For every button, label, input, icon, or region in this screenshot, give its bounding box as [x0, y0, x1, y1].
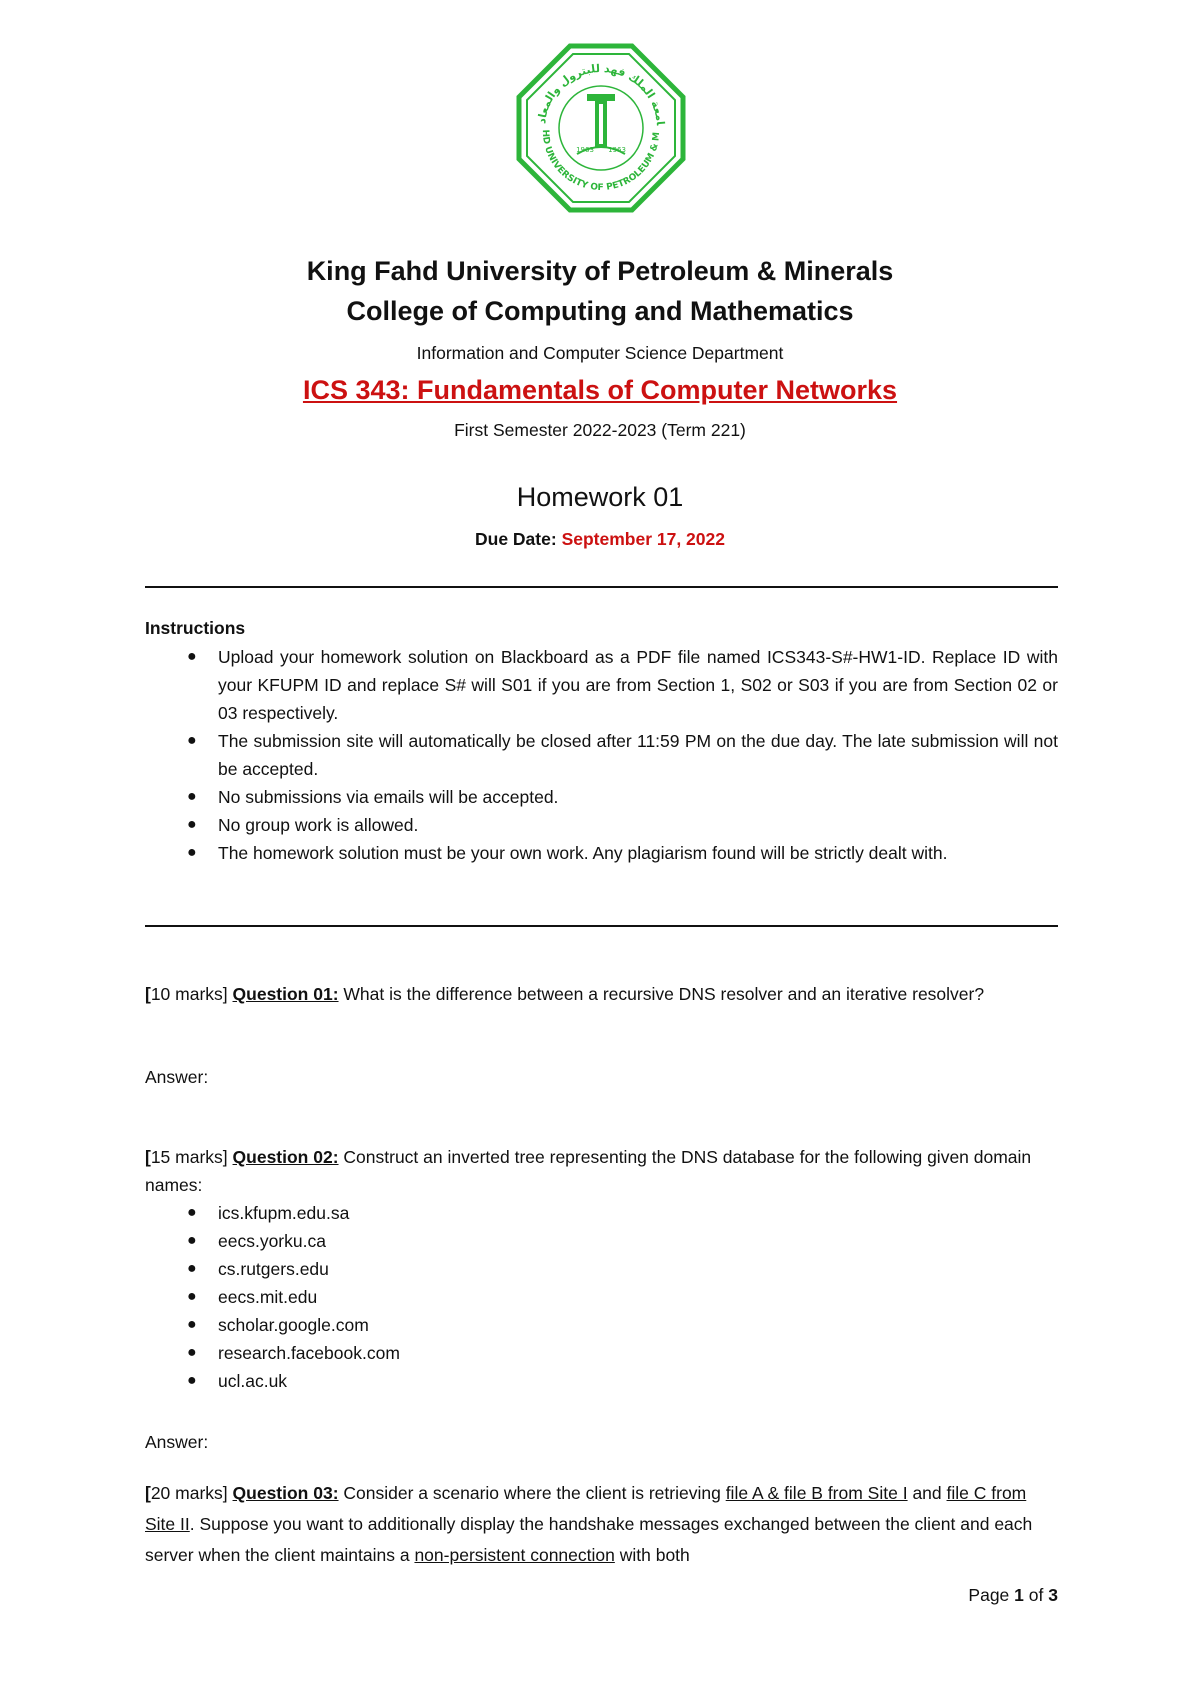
list-item: ● The submission site will automatically be closed after 11:59 PM on the due day. The late submission will not be accepted.: [145, 727, 1058, 783]
domain-list: [145, 1199, 1058, 1395]
svg-text:1963: 1963: [608, 146, 626, 154]
course-title: ICS 343: Fundamentals of Computer Networks: [302, 375, 898, 405]
list-item: ● The homework solution must be your own work. Any plagiarism found will be strictly dealt with.: [145, 839, 1058, 867]
instructions-list: [145, 643, 1058, 867]
bullet-icon: ●: [187, 1372, 197, 1389]
divider-bottom: [145, 925, 1058, 927]
q1-text: What is the difference between a recursive DNS resolver and an iterative resolver?: [343, 984, 985, 1004]
list-item: ● ics.kfupm.edu.sa: [145, 1199, 1058, 1227]
bullet-icon: ●: [187, 1204, 197, 1221]
bullet-icon: ●: [187, 1288, 197, 1305]
q2-answer-label: Answer:: [145, 1432, 209, 1452]
list-item: ● No submissions via emails will be accepted.: [145, 783, 1058, 811]
bullet-icon: ●: [187, 1344, 197, 1361]
q3-file-a-b: file A & file B from Site I: [725, 1483, 908, 1503]
svg-text:جامعة الملك فهد للبترول والمعا: امعة الملك فهد للبترول والمعاد: [535, 61, 667, 126]
university-seal-icon: [515, 42, 687, 214]
question-01: [10 marks] Question 01: What is the difference between a recursive DNS resolver and an iterative resolver?: [145, 984, 985, 1004]
q1-answer-label: Answer:: [145, 1067, 209, 1087]
list-item: ● scholar.google.com: [145, 1311, 1058, 1339]
q3-marks: 20 marks]: [150, 1483, 228, 1503]
due-date-value: September 17, 2022: [561, 529, 725, 549]
university-name: King Fahd University of Petroleum & Minerals: [306, 256, 894, 286]
list-item: ● eecs.yorku.ca: [145, 1227, 1058, 1255]
bullet-icon: ●: [187, 1232, 197, 1249]
svg-text:1963: 1963: [576, 146, 594, 154]
semester-info: First Semester 2022-2023 (Term 221): [454, 420, 746, 440]
bullet-icon: ●: [187, 816, 197, 833]
question-02: [15 marks] Question 02: Construct an inverted tree representing the DNS database for the following given domain names:: [145, 1147, 1032, 1195]
bullet-icon: ●: [187, 1260, 197, 1277]
department-name: Information and Computer Science Department: [416, 343, 784, 363]
college-name: College of Computing and Mathematics: [346, 296, 854, 326]
page-number: Page 1 of 3: [968, 1585, 1058, 1605]
q2-label: Question 02:: [232, 1147, 339, 1167]
list-item: ● eecs.mit.edu: [145, 1283, 1058, 1311]
q3-file-c-text: file C from Site II: [145, 1483, 1027, 1534]
divider-top: [145, 586, 1058, 588]
bullet-icon: ●: [187, 788, 197, 805]
list-item: ● research.facebook.com: [145, 1339, 1058, 1367]
q3-non-persistent: non-persistent connection: [414, 1545, 615, 1565]
svg-text:KING FAHD UNIVERSITY OF PETROL: HD UNIVERSITY OF PETROLEUM & M: [539, 129, 663, 194]
list-item: ● cs.rutgers.edu: [145, 1255, 1058, 1283]
q3-label: Question 03:: [232, 1483, 339, 1503]
q1-marks: 10 marks]: [150, 984, 228, 1004]
bullet-icon: ●: [187, 732, 197, 749]
list-item: ● No group work is allowed.: [145, 811, 1058, 839]
bullet-icon: ●: [187, 844, 197, 861]
due-date-label: Due Date:: [475, 529, 557, 549]
question-03: [20 marks] Question 03: Consider a scenario where the client is retrieving file A & file B from Site I and file C from Site II. Suppose you want to additionally display the handshake messages exchanged between the client and each server when the client maintains a non-persistent connection with both: [145, 1483, 1033, 1565]
list-item: ● ucl.ac.uk: [145, 1367, 1058, 1395]
q2-text: Construct an inverted tree representing the DNS database for the following given domain names:: [145, 1147, 1032, 1195]
list-item: ● Upload your homework solution on Blackboard as a PDF file named ICS343-S#-HW1-ID. Replace ID with your KFUPM ID and replace S# will S01 if you are from Section 1, S02 or S03 if you are from Section 02 or 03 respectively.: [145, 643, 1058, 727]
due-date-line: [145, 527, 1055, 551]
instructions-title: Instructions: [145, 618, 246, 638]
q1-label: Question 01:: [232, 984, 339, 1004]
homework-title: Homework 01: [516, 482, 684, 512]
q2-marks: 15 marks]: [150, 1147, 228, 1167]
bullet-icon: ●: [187, 648, 197, 665]
bullet-icon: ●: [187, 1316, 197, 1333]
